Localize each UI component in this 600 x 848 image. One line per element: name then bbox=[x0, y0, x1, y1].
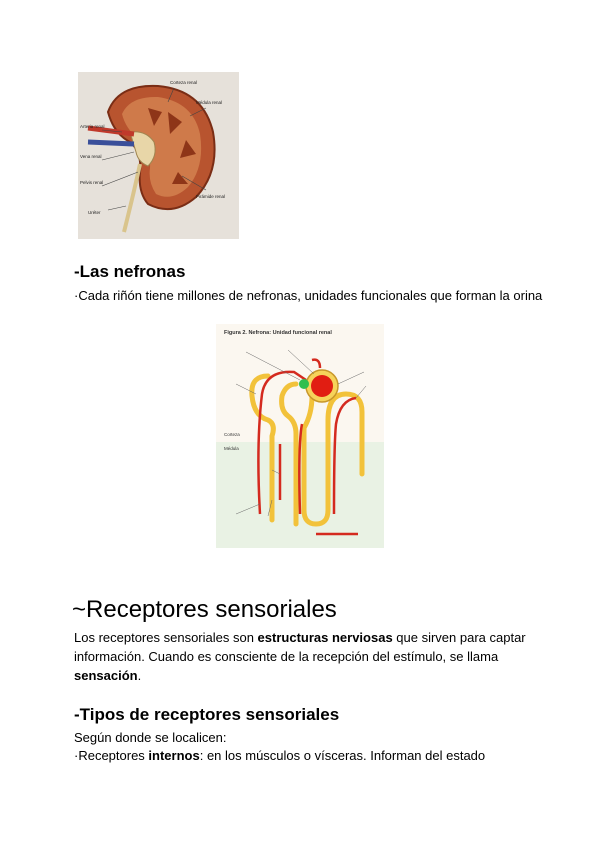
bold-estructuras-nerviosas: estructuras nerviosas bbox=[257, 630, 393, 645]
text-segment: Los receptores sensoriales son bbox=[74, 630, 258, 645]
heading-nefronas: -Las nefronas bbox=[74, 262, 186, 281]
label-medula: Médula renal bbox=[196, 100, 223, 105]
line-receptores-internos bbox=[74, 747, 544, 765]
nephron-figure bbox=[216, 324, 384, 548]
label-corteza: Corteza renal bbox=[170, 80, 198, 85]
bold-sensacion: sensación bbox=[74, 668, 138, 683]
kidney-illustration bbox=[78, 72, 239, 239]
label-ureter: Uréter bbox=[88, 210, 101, 215]
heading-receptores: ~Receptores sensoriales bbox=[72, 596, 337, 623]
label-arteria-renal: Arteria renal bbox=[80, 124, 105, 129]
bold-internos: internos bbox=[148, 748, 200, 763]
zone-corteza-label: Corteza bbox=[224, 432, 240, 437]
text-segment: que sirven para captar información. Cuando es consciente de la recepción del estímulo, se llama bbox=[74, 630, 526, 664]
zone-medula-label: Médula bbox=[224, 446, 239, 451]
paragraph-nefronas: ·Cada riñón tiene millones de nefronas, unidades funcionales que forman la orina bbox=[74, 288, 543, 303]
text-segment: ·Receptores bbox=[74, 748, 149, 763]
heading-tipos-receptores: -Tipos de receptores sensoriales bbox=[74, 705, 340, 724]
text-segment: . bbox=[137, 668, 142, 683]
kidney-figure bbox=[78, 72, 239, 239]
line-localicen: Según donde se localicen: bbox=[74, 730, 227, 745]
paragraph-tipos bbox=[74, 729, 544, 765]
label-vena-renal: Vena renal bbox=[80, 154, 102, 159]
label-piramide: Pirámide renal bbox=[196, 194, 226, 199]
nephron-caption: Figura 2. Nefrona: Unidad funcional renal bbox=[224, 330, 332, 336]
text-segment: : en los músculos o vísceras. Informan del estado bbox=[199, 748, 486, 763]
nephron-illustration bbox=[216, 324, 384, 548]
label-pelvis-renal: Pelvis renal bbox=[80, 180, 104, 185]
paragraph-receptores bbox=[74, 628, 544, 685]
